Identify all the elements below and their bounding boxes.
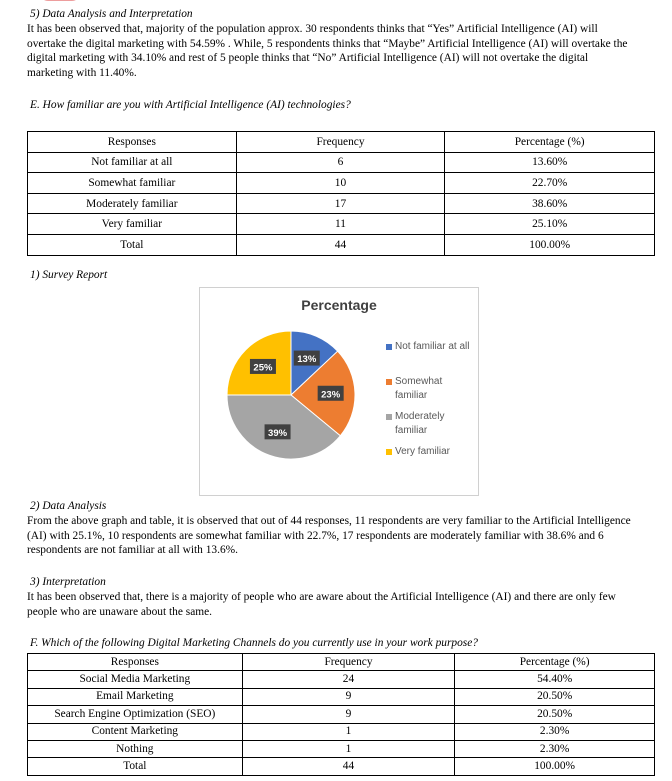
top-red-mark	[40, 0, 80, 1]
interpretation-heading: 3) Interpretation	[30, 576, 106, 588]
cell-response: Email Marketing	[28, 688, 243, 705]
table-row	[28, 193, 655, 214]
survey-report-heading: 1) Survey Report	[30, 269, 108, 281]
pie-chart	[199, 287, 479, 496]
table-row	[28, 671, 655, 688]
table-row	[28, 723, 655, 740]
header-responses: Responses	[28, 654, 243, 671]
cell-frequency: 24	[242, 671, 455, 688]
analysis-line-3: respondents are not familiar at all with 13.6%.	[27, 544, 238, 557]
pie-label-very-familiar	[250, 359, 276, 374]
table-row	[28, 173, 655, 194]
section5-line-2: overtake the digital marketing with 54.59% . While, 5 respondents thinks that “Maybe” Artificial Intelligence (AI) will overtake the	[27, 37, 628, 50]
cell-response: Content Marketing	[28, 723, 243, 740]
pie-label-moderately-familiar	[265, 424, 291, 439]
cell-percentage: 20.50%	[455, 706, 655, 723]
table-header-row	[28, 654, 655, 671]
legend-label-not-familiar: Not familiar at all	[395, 341, 470, 352]
legend-swatch-somewhat-familiar	[386, 379, 392, 385]
cell-percentage: 13.60%	[445, 152, 655, 173]
cell-response: Total	[28, 758, 243, 775]
cell-response: Nothing	[28, 740, 243, 757]
cell-frequency: 44	[242, 758, 455, 775]
header-percentage: Percentage (%)	[445, 132, 655, 153]
legend-swatch-very-familiar	[386, 449, 392, 455]
header-frequency: Frequency	[242, 654, 455, 671]
table-total-row	[28, 758, 655, 775]
header-responses: Responses	[28, 132, 237, 153]
cell-frequency: 10	[236, 173, 445, 194]
interpretation-line-2: people who are unaware about the same.	[27, 605, 213, 618]
svg-text:39%: 39%	[268, 427, 288, 439]
cell-percentage: 100.00%	[455, 758, 655, 775]
svg-text:23%: 23%	[321, 389, 341, 401]
section5-line-1: It has been observed that, majority of the population approx. 30 respondents thinks that “Yes” Artificial Intelligence (AI) will	[27, 23, 598, 35]
table-row	[28, 706, 655, 723]
table-header-row	[28, 132, 655, 153]
analysis-line-1: From the above graph and table, it is observed that out of 44 responses, 11 respondents are very familiar to the Artificial Intelligence	[27, 515, 631, 527]
channels-table	[27, 653, 655, 776]
cell-frequency: 9	[242, 688, 455, 705]
legend-label-moderately-familiar: Moderately familiar	[395, 411, 445, 436]
chart-title: Percentage	[301, 297, 377, 313]
analysis-heading: 2) Data Analysis	[30, 500, 107, 512]
table-total-row	[28, 234, 655, 255]
svg-text:25%: 25%	[253, 362, 273, 374]
questionF-heading: F. Which of the following Digital Marketing Channels do you currently use in your work purpose?	[30, 637, 478, 649]
analysis-line-2: (AI) with 25.1%, 10 respondents are somewhat familiar with 22.7%, 17 respondents are moderately familiar with 38.6% and 6	[27, 529, 604, 542]
cell-response: Social Media Marketing	[28, 671, 243, 688]
cell-frequency: 1	[242, 723, 455, 740]
cell-frequency: 11	[236, 214, 445, 235]
section5-heading: 5) Data Analysis and Interpretation	[30, 8, 193, 20]
cell-response: Search Engine Optimization (SEO)	[28, 706, 243, 723]
cell-response: Not familiar at all	[28, 152, 237, 173]
interpretation-paragraph	[27, 590, 651, 619]
cell-percentage: 54.40%	[455, 671, 655, 688]
cell-percentage: 38.60%	[445, 193, 655, 214]
legend-label-somewhat-familiar: Somewhat familiar	[395, 376, 443, 401]
section5-line-3: digital marketing with 34.10% and rest of 5 people thinks that “No” Artificial Intelligence (AI) will not overtake the digital	[27, 52, 589, 65]
cell-response: Total	[28, 234, 237, 255]
header-frequency: Frequency	[236, 132, 445, 153]
questionE-heading: E. How familiar are you with Artificial Intelligence (AI) technologies?	[30, 99, 351, 111]
table-row	[28, 740, 655, 757]
analysis-paragraph	[27, 514, 651, 558]
table-row	[28, 214, 655, 235]
cell-percentage: 20.50%	[455, 688, 655, 705]
legend-label-very-familiar: Very familiar	[395, 446, 451, 457]
cell-percentage: 2.30%	[455, 723, 655, 740]
table-row	[28, 688, 655, 705]
svg-text:13%: 13%	[297, 354, 317, 366]
cell-frequency: 44	[236, 234, 445, 255]
pie-label-not-familiar	[294, 351, 320, 366]
header-percentage: Percentage (%)	[455, 654, 655, 671]
section5-paragraph	[27, 22, 651, 80]
cell-percentage: 2.30%	[455, 740, 655, 757]
cell-frequency: 6	[236, 152, 445, 173]
cell-frequency: 17	[236, 193, 445, 214]
cell-response: Somewhat familiar	[28, 173, 237, 194]
cell-percentage: 22.70%	[445, 173, 655, 194]
section5-line-4: marketing with 11.40%.	[27, 66, 137, 79]
familiarity-table	[27, 131, 655, 256]
table-row	[28, 152, 655, 173]
pie-label-somewhat-familiar	[318, 386, 344, 401]
cell-response: Very familiar	[28, 214, 237, 235]
cell-percentage: 25.10%	[445, 214, 655, 235]
interpretation-line-1: It has been observed that, there is a majority of people who are aware about the Artificial Intelligence (AI) and there are only few	[27, 591, 616, 603]
legend-swatch-not-familiar	[386, 344, 392, 350]
cell-response: Moderately familiar	[28, 193, 237, 214]
cell-percentage: 100.00%	[445, 234, 655, 255]
legend-swatch-moderately-familiar	[386, 414, 392, 420]
cell-frequency: 1	[242, 740, 455, 757]
cell-frequency: 9	[242, 706, 455, 723]
